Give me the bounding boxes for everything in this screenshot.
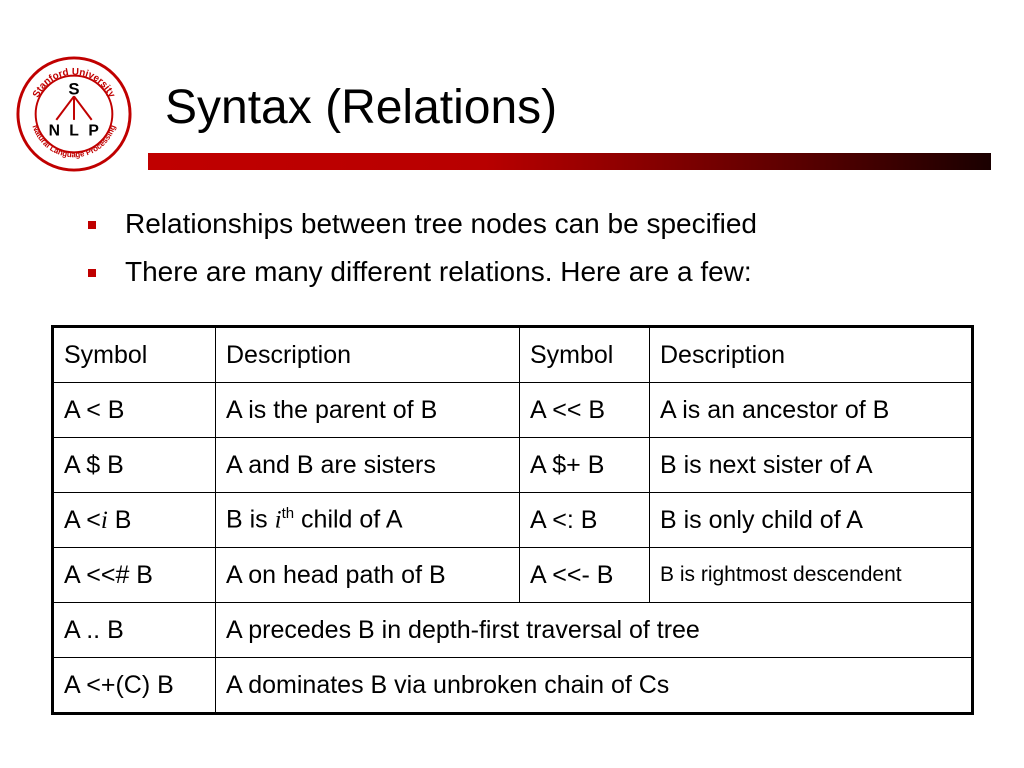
table-row (53, 438, 973, 493)
description-cell: B is next sister of A (650, 438, 973, 493)
header-symbol: Symbol (53, 327, 216, 383)
symbol-cell: A << B (520, 383, 650, 438)
stanford-nlp-logo (15, 55, 133, 173)
bullet-list (88, 204, 757, 300)
description-cell: A is the parent of B (216, 383, 520, 438)
bullet-item (88, 252, 757, 300)
symbol-cell: A $+ B (520, 438, 650, 493)
table-row (53, 383, 973, 438)
relations-table (51, 325, 974, 715)
description-cell: B is rightmost descendent (650, 548, 973, 603)
logo-letter-p: P (88, 122, 99, 140)
bullet-square-icon (88, 221, 96, 229)
symbol-cell: A $ B (53, 438, 216, 493)
slide-title: Syntax (Relations) (165, 81, 558, 134)
description-cell: A is an ancestor of B (650, 383, 973, 438)
logo-letter-n: N (48, 122, 61, 140)
symbol-cell: A <i B (53, 493, 216, 548)
table-row (53, 548, 973, 603)
table-row (53, 658, 973, 714)
description-cell: A and B are sisters (216, 438, 520, 493)
logo-top-arc-text: Stanford University (30, 66, 118, 100)
description-cell-wide: A dominates B via unbroken chain of Cs (216, 658, 973, 714)
bullet-square-icon (88, 269, 96, 277)
bullet-text: Relationships between tree nodes can be specified (125, 208, 757, 239)
symbol-cell: A < B (53, 383, 216, 438)
symbol-cell: A <+(C) B (53, 658, 216, 714)
logo-letter-s: S (68, 79, 80, 99)
header-symbol: Symbol (520, 327, 650, 383)
bullet-item (88, 204, 757, 252)
bullet-text: There are many different relations. Here are a few: (125, 256, 752, 287)
logo-bottom-arc-text: Natural Language Processing (30, 123, 118, 160)
header-description: Description (650, 327, 973, 383)
description-cell: A on head path of B (216, 548, 520, 603)
table-row (53, 603, 973, 658)
description-cell: B is only child of A (650, 493, 973, 548)
symbol-cell: A <: B (520, 493, 650, 548)
title-rule (148, 153, 991, 170)
header-description: Description (216, 327, 520, 383)
symbol-cell: A <<# B (53, 548, 216, 603)
logo-letter-l: L (69, 122, 79, 140)
description-cell-wide: A precedes B in depth-first traversal of tree (216, 603, 973, 658)
description-cell: B is $i^{th}$ child of A (216, 493, 520, 548)
table-header-row (53, 327, 973, 383)
symbol-cell: A <<- B (520, 548, 650, 603)
symbol-cell: A .. B (53, 603, 216, 658)
table-row (53, 493, 973, 548)
